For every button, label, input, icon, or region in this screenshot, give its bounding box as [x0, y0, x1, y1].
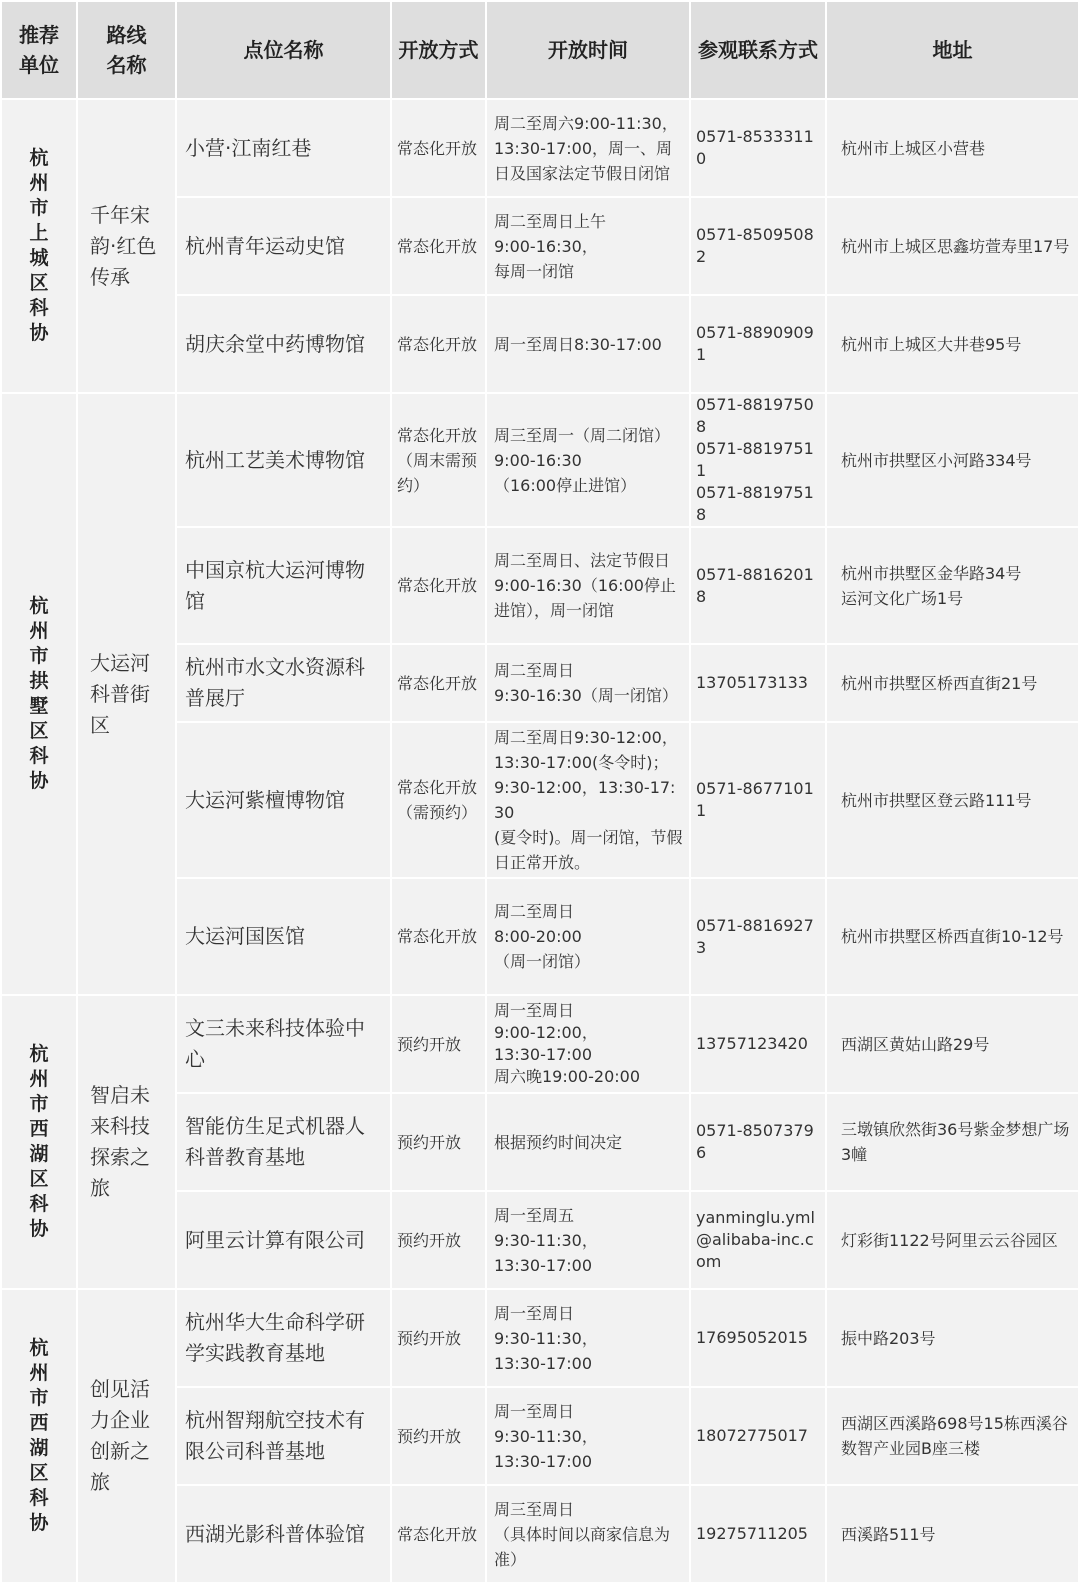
- address: 杭州市上城区大井巷95号: [827, 296, 1078, 392]
- open-mode: 预约开放: [392, 1290, 485, 1386]
- contact: 13705173133: [691, 645, 825, 721]
- open-mode: 常态化开放: [392, 645, 485, 721]
- open-time: 周二至周六9:00-11:30，13:30-17:00，周一、周日及国家法定节假日闭馆: [487, 100, 689, 196]
- address: 振中路203号: [827, 1290, 1078, 1386]
- venue-name: 智能仿生足式机器人科普教育基地: [177, 1094, 390, 1190]
- address: 杭州市拱墅区桥西直街10-12号: [827, 879, 1078, 994]
- header-route: 路线 名称: [78, 2, 175, 98]
- open-mode: 预约开放: [392, 996, 485, 1092]
- open-time: 周一至周日8:30-17:00: [487, 296, 689, 392]
- open-time: 周二至周日 9:30-16:30（周一闭馆）: [487, 645, 689, 721]
- open-time: 周一至周日 9:30-11:30， 13:30-17:00: [487, 1290, 689, 1386]
- route-cell: 千年宋韵·红色传承: [78, 100, 175, 392]
- contact: 0571-85095082: [691, 198, 825, 294]
- address: 杭州市拱墅区金华路34号 运河文化广场1号: [827, 528, 1078, 643]
- open-time: 周三至周日 （具体时间以商家信息为准）: [487, 1486, 689, 1582]
- venue-name: 杭州智翔航空技术有限公司科普基地: [177, 1388, 390, 1484]
- header-contact: 参观联系方式: [691, 2, 825, 98]
- venue-name: 杭州工艺美术博物馆: [177, 394, 390, 526]
- contact: 0571-88909091: [691, 296, 825, 392]
- contact: yanminglu.yml@alibaba-inc.com: [691, 1192, 825, 1288]
- address: 杭州市拱墅区桥西直街21号: [827, 645, 1078, 721]
- open-mode: 常态化开放: [392, 198, 485, 294]
- table-row: [2, 394, 1078, 526]
- route-cell: 大运河科普街区: [78, 394, 175, 994]
- venue-name: 文三未来科技体验中心: [177, 996, 390, 1092]
- header-time: 开放时间: [487, 2, 689, 98]
- open-time: 周三至周一（周二闭馆） 9:00-16:30 （16:00停止进馆）: [487, 394, 689, 526]
- contact: 0571-85073796: [691, 1094, 825, 1190]
- address: 杭州市拱墅区登云路111号: [827, 723, 1078, 877]
- header-row: [2, 2, 1078, 98]
- unit-cell: 杭 州 市 上 城 区 科 协: [2, 100, 76, 392]
- venue-name: 大运河紫檀博物馆: [177, 723, 390, 877]
- open-time: 周一至周日 9:30-11:30， 13:30-17:00: [487, 1388, 689, 1484]
- table-row: [2, 100, 1078, 196]
- open-mode: 预约开放: [392, 1094, 485, 1190]
- address: 西湖区西溪路698号15栋西溪谷数智产业园B座三楼: [827, 1388, 1078, 1484]
- venue-name: 小营·江南红巷: [177, 100, 390, 196]
- header-mode: 开放方式: [392, 2, 485, 98]
- venue-name: 西湖光影科普体验馆: [177, 1486, 390, 1582]
- open-mode: 常态化开放（周末需预约）: [392, 394, 485, 526]
- table-row: [2, 1290, 1078, 1386]
- header-address: 地址: [827, 2, 1078, 98]
- address: 杭州市上城区小营巷: [827, 100, 1078, 196]
- address: 西溪路511号: [827, 1486, 1078, 1582]
- venue-name: 杭州青年运动史馆: [177, 198, 390, 294]
- address: 三墩镇欣然街36号紫金梦想广场3幢: [827, 1094, 1078, 1190]
- contact: 0571-88162018: [691, 528, 825, 643]
- contact: 13757123420: [691, 996, 825, 1092]
- contact: 19275711205: [691, 1486, 825, 1582]
- open-mode: 预约开放: [392, 1388, 485, 1484]
- unit-cell: 杭 州 市 西 湖 区 科 协: [2, 1290, 76, 1582]
- open-time: 周一至周日 9:00-12:00， 13:30-17:00 周六晚19:00-20:00: [487, 996, 689, 1092]
- unit-cell: 杭 州 市 拱 墅 区 科 协: [2, 394, 76, 994]
- open-time: 周二至周日9:30-12:00， 13:30-17:00(冬令时)； 9:30-12:00，13:30-17:30 (夏令时)。周一闭馆，节假日正常开放。: [487, 723, 689, 877]
- unit-cell: 杭 州 市 西 湖 区 科 协: [2, 996, 76, 1288]
- header-name: 点位名称: [177, 2, 390, 98]
- venue-name: 阿里云计算有限公司: [177, 1192, 390, 1288]
- address: 杭州市上城区思鑫坊萱寿里17号: [827, 198, 1078, 294]
- address: 杭州市拱墅区小河路334号: [827, 394, 1078, 526]
- contact: 0571-88169273: [691, 879, 825, 994]
- open-time: 周二至周日上午 9:00-16:30， 每周一闭馆: [487, 198, 689, 294]
- venue-name: 大运河国医馆: [177, 879, 390, 994]
- open-mode: 常态化开放: [392, 296, 485, 392]
- open-mode: 常态化开放: [392, 879, 485, 994]
- route-cell: 创见活力企业创新之旅: [78, 1290, 175, 1582]
- venue-name: 杭州市水文水资源科普展厅: [177, 645, 390, 721]
- open-mode: 常态化开放: [392, 1486, 485, 1582]
- route-cell: 智启未来科技探索之旅: [78, 996, 175, 1288]
- open-time: 根据预约时间决定: [487, 1094, 689, 1190]
- address: 灯彩街1122号阿里云云谷园区: [827, 1192, 1078, 1288]
- contact: 0571-88197508 0571-88197511 0571-88197518: [691, 394, 825, 526]
- open-mode: 预约开放: [392, 1192, 485, 1288]
- venue-name: 杭州华大生命科学研学实践教育基地: [177, 1290, 390, 1386]
- open-time: 周二至周日 8:00-20:00 （周一闭馆）: [487, 879, 689, 994]
- venue-name: 胡庆余堂中药博物馆: [177, 296, 390, 392]
- address: 西湖区黄姑山路29号: [827, 996, 1078, 1092]
- open-mode: 常态化开放 （需预约）: [392, 723, 485, 877]
- open-mode: 常态化开放: [392, 528, 485, 643]
- contact: 17695052015: [691, 1290, 825, 1386]
- open-mode: 常态化开放: [392, 100, 485, 196]
- contact: 0571-85333110: [691, 100, 825, 196]
- contact: 18072775017: [691, 1388, 825, 1484]
- contact: 0571-86771011: [691, 723, 825, 877]
- open-time: 周一至周五 9:30-11:30， 13:30-17:00: [487, 1192, 689, 1288]
- table-row: [2, 996, 1078, 1092]
- venue-name: 中国京杭大运河博物馆: [177, 528, 390, 643]
- header-unit: 推荐 单位: [2, 2, 76, 98]
- open-time: 周二至周日、法定节假日9:00-16:30（16:00停止进馆），周一闭馆: [487, 528, 689, 643]
